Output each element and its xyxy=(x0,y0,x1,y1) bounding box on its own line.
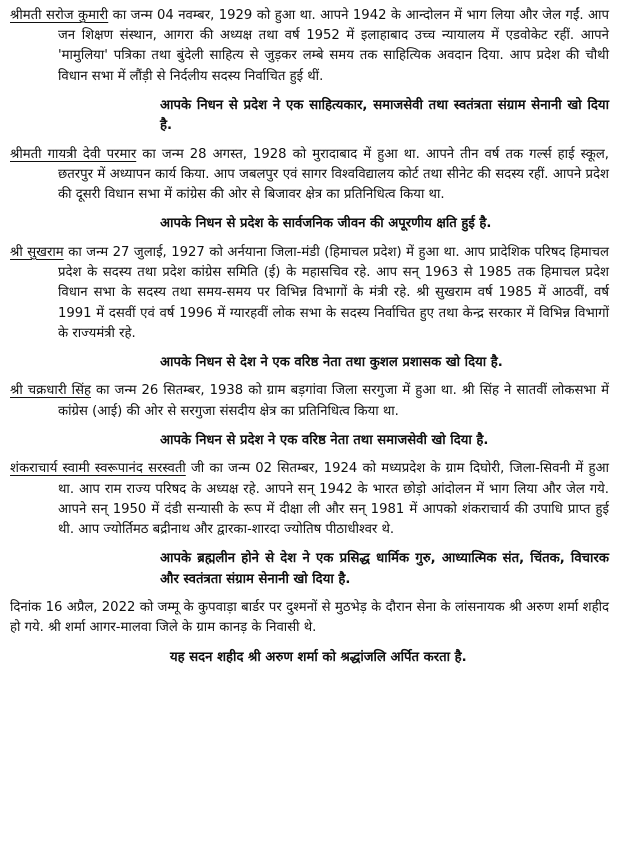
obituary-entry-gayatri-devi-parmar xyxy=(10,145,609,235)
entry-text: का जन्म 28 अगस्त, 1928 को मुरादाबाद में हुआ था. आपने तीन वर्ष तक गर्ल्स हाई स्कूल, छतरपुर में अध्यापन कार्य किया. आप जबलपुर एवं सागर विश्वविद्यालय कोर्ट तथा सीनेट की सदस्य रहीं. आपने प्रदेश की दूसरी विधान सभा में कांग्रेस की ओर से बिजावर क्षेत्र का प्रतिनिधित्व किया था. xyxy=(58,146,609,203)
entry-text: का जन्म 04 नवम्बर, 1929 को हुआ था. आपने 1942 के आन्दोलन में भाग लिया और जेल गईं. आप जन शिक्षण संस्थान, आगरा की अध्यक्ष तथा वर्ष 1952 में इलाहाबाद उच्च न्यायालय में एडवोकेट रहीं. आपने 'मामुलिया' पत्रिका तथा बुंदेली साहित्य से जुड़कर लम्बे समय तक साहित्यिक अवदान दिया. आप प्रदेश की चौथी विधान सभा में लौंड़ी से निर्दलीय सदस्य निर्वाचित हुई थीं. xyxy=(58,8,609,84)
obituary-entry-sukhram xyxy=(10,243,609,374)
tribute-text: आपके निधन से प्रदेश ने एक साहित्यकार, समाजसेवी तथा स्वतंत्रता संग्राम सेनानी खो दिया है. xyxy=(160,97,609,134)
entry-paragraph xyxy=(10,6,609,87)
tribute-text: आपके निधन से प्रदेश के सार्वजनिक जीवन की अपूरणीय क्षति हुई है. xyxy=(160,216,492,232)
entry-text: जी का जन्म 02 सितम्बर, 1924 को मध्यप्रदेश के ग्राम दिघोरी, जिला-सिवनी में हुआ था. आप राम राज्य परिषद के अध्यक्ष रहे. आपने सन् 1942 के भारत छोड़ो आंदोलन में भाग लिया और जेल गये. आपने सन् 1950 में दंडी सन्यासी के रूप में दीक्षा ली और सन् 1981 में आपको शंकराचार्य की उपाधि प्राप्त हुई थी. आप ज्योर्तिमठ बद्रीनाथ और द्वारका-शारदा ज्योतिष पीठाधीश्वर थे. xyxy=(58,461,609,537)
entry-paragraph xyxy=(10,243,609,344)
tribute-text: आपके ब्रह्मलीन होने से देश ने एक प्रसिद्ध धार्मिक गुरु, आध्यात्मिक संत, चिंतक, विचारक और स्वतंत्रता संग्राम सेनानी खो दिया है. xyxy=(160,551,609,587)
person-name: श्रीमती सरोज कुमारी xyxy=(10,8,109,23)
tribute-text: आपके निधन से प्रदेश ने एक वरिष्ठ नेता तथा समाजसेवी खो दिया है. xyxy=(160,432,489,448)
obituary-entry-saroj-kumari xyxy=(10,6,609,137)
entry-paragraph xyxy=(10,381,609,421)
person-name: श्री चक्रधारी सिंह xyxy=(10,383,91,399)
person-name: श्री सुखराम xyxy=(10,244,64,260)
person-name: शंकराचार्य स्वामी स्वरूपानंद सरस्वती xyxy=(10,461,186,477)
obituary-entry-swaroopanand-saraswati xyxy=(10,459,609,590)
entry-text: का जन्म 26 सितम्बर, 1938 को ग्राम बड़गांवा जिला सरगुजा में हुआ था. श्री सिंह ने सातवीं लोकसभा में कांग्रेस (आई) की ओर से सरगुजा संसदीय क्षेत्र का प्रतिनिधित्व किया था. xyxy=(58,383,609,419)
martyr-entry-arun-sharma xyxy=(10,598,609,668)
entry-paragraph xyxy=(10,459,609,540)
person-name: श्रीमती गायत्री देवी परमार xyxy=(10,146,137,162)
tribute-text: आपके निधन से देश ने एक वरिष्ठ नेता तथा कुशल प्रशासक खो दिया है. xyxy=(160,354,503,370)
obituary-entry-chakradhari-singh xyxy=(10,381,609,451)
entry-text: का जन्म 27 जुलाई, 1927 को अर्नयाना जिला-मंडी (हिमाचल प्रदेश) में हुआ था. आप प्रादेशिक परिषद हिमाचल प्रदेश के सदस्य तथा प्रदेश कांग्रेस समिति (ई) के महासचिव रहे. आप सन् 1963 से 1985 तक हिमाचल प्रदेश विधान सभा के सदस्य तथा समय-समय पर विभिन्न विभागों के मंत्री रहे. श्री सुखराम वर्ष 1985 में आठवीं, वर्ष 1991 में दसवीं एवं वर्ष 1996 में ग्यारहवीं लोक सभा के सदस्य निर्वाचित हुए तथा केन्द्र सरकार में विभिन्न विभागों के राज्यमंत्री रहे. xyxy=(58,244,609,341)
entry-paragraph xyxy=(10,145,609,206)
house-tribute-text: यह सदन शहीद श्री अरुण शर्मा को श्रद्धांजलि अर्पित करता है. xyxy=(170,649,467,665)
martyr-paragraph: दिनांक 16 अप्रैल, 2022 को जम्मू के कुपवाड़ा बार्डर पर दुश्मनों से मुठभेड़ के दौरान सेना के लांसनायक श्री अरुण शर्मा शहीद हो गये. श्री शर्मा आगर-मालवा जिले के ग्राम कानड़ के निवासी थे. xyxy=(10,600,609,636)
